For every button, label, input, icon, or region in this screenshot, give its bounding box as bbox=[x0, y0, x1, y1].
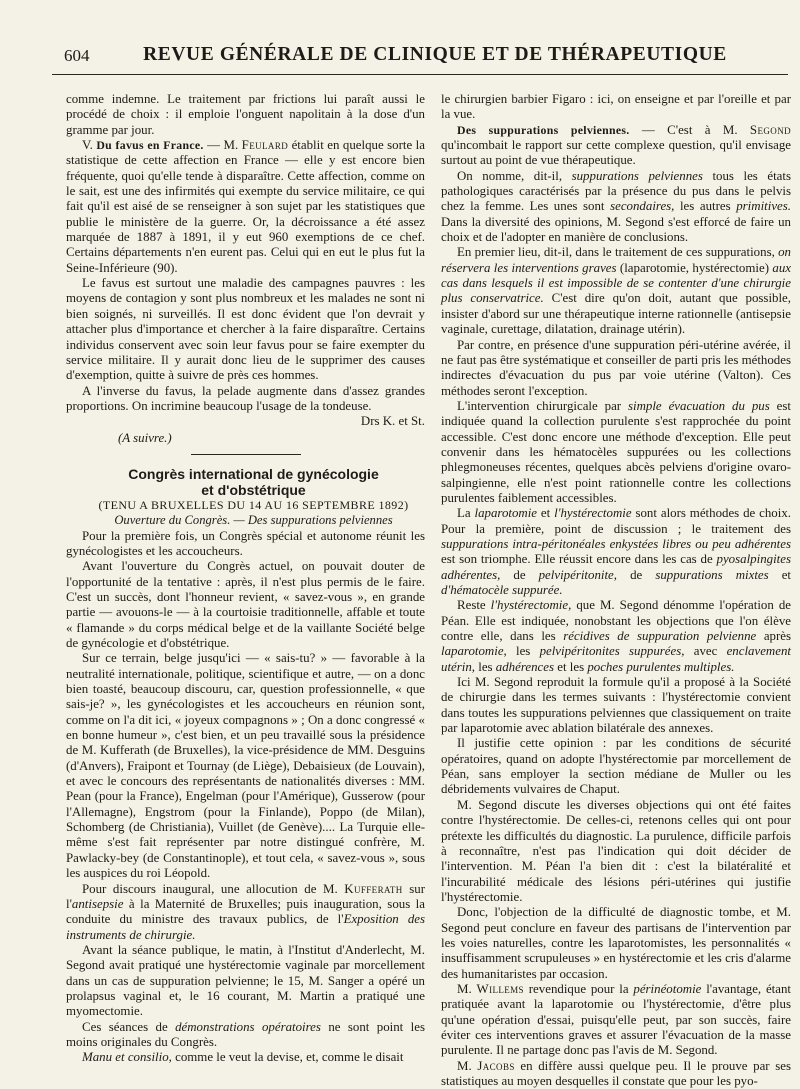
section-divider bbox=[191, 454, 301, 455]
paragraph: Avant la séance publique, le matin, à l'Institut d'Anderlecht, M. Segond avait pratiqué une hystérectomie vaginale par morcellement dans un cas de suppuration pelvienne; le 15, M. Sanger a opéré un prolapsus vaginal et, le 16 courant, M. Martin a pratiqué une myomectomie. bbox=[66, 942, 425, 1019]
paragraph: M. Willems revendique pour la périnéotomie l'avantage, étant pratiquée avant la laparotomie ou l'hystérectomie, d'être plus qu'une opération d'essai, puisqu'elle peut, par son succès, faire éviter ces interventions graves et assurer l'évacuation de la masse purulente. Il ne partage donc pas l'avis de M. Segond. bbox=[441, 981, 791, 1058]
paragraph: Ici M. Segond reproduit la formule qu'il a proposé à la Société de chirurgie dans les termes suivants : l'hystérectomie convient dans toutes les suppurations pelviennes que classiquement on traite par laparotomie avec ablation bilatérale des annexes. bbox=[441, 675, 791, 736]
runin-heading: Du favus en France. bbox=[96, 138, 204, 153]
section-held-info: (TENU A BRUXELLES DU 14 AU 16 SEPTEMBRE 1892) bbox=[98, 497, 409, 512]
paragraph: Il justifie cette opinion : par les conditions de sécurité opératoires, quand on adopte l'hystérectomie par morcellement de Péan, sans employer la section médiane de Muller ou les débridements vulvaires de Chaput. bbox=[441, 736, 791, 797]
author-name: Jacobs bbox=[477, 1058, 515, 1073]
header-rule bbox=[52, 74, 788, 75]
paragraph: On nomme, dit-il, suppurations pelviennes tous les états pathologiques caractérisés par la présence du pus dans le pelvis chez la femme. Les unes sont secondaires, les autres primitives. Dans la diversité des opinions, M. Segond s'est efforcé de faire un choix et de l'adopter en manière de conclusions. bbox=[441, 168, 791, 245]
to-follow-note: (A suivre.) bbox=[118, 430, 172, 445]
right-column bbox=[441, 92, 791, 1089]
paragraph: A l'inverse du favus, la pelade augmente dans d'assez grandes proportions. On incrimine beaucoup l'usage de la tondeuse. bbox=[66, 383, 425, 413]
paragraph: le chirurgien barbier Figaro : ici, on enseigne et par l'oreille et par la vue. bbox=[441, 92, 791, 122]
paragraph: Avant l'ouverture du Congrès actuel, on pouvait douter de l'opportunité de la tentative : après, il n'est plus permis de le faire. C'est un succès, dont l'honneur revient, « savez-vous », en grande partie — avouons-le — à la courtoisie traditionnelle, affable et toute « flamande » du corps médical belge et de la vaillante Société belge de gynécologie et d'obstétrique. bbox=[66, 559, 425, 650]
runin-heading: Des suppurations pelviennes. bbox=[457, 122, 630, 137]
paragraph: Ces séances de démonstrations opératoires ne sont point les moins originales du Congrès. bbox=[66, 1019, 425, 1049]
paragraph: M. Segond discute les diverses objections qui ont été faites contre l'hystérectomie. De celles-ci, retenons celles qui ont pour prétexte les difficultés du diagnostic. La purulence, difficile parfois à reconnaître, n'est pas l'indication qui doit décider de l'intervention. M. Péan l'a bien dit : c'est la bilatéralité et l'incurabilité médicale des lésions péri-utérines qui justifie l'hystérectomie. bbox=[441, 797, 791, 904]
paragraph: Donc, l'objection de la difficulté de diagnostic tombe, et M. Segond peut conclure en faveur des partisans de l'intervention par les voies naturelles, contre les laparotomistes, les personnalités « insuffisamment scrupuleuses » en hystérectomie et les cris d'alarme des humanitaristes par occasion. bbox=[441, 905, 791, 981]
paragraph: Pour la première fois, un Congrès spécial et autonome réunit les gynécologistes et les accoucheurs. bbox=[66, 528, 425, 558]
paragraph: Sur ce terrain, belge jusqu'ici — « sais-tu? » — favorable à la neutralité internationale, politique, scientifique et autre, — on a donc bien toasté, beaucoup discouru, car, question professionnelle, « que sais-je? », les gynécologistes et les accoucheurs en réunion sont, comme on l'a dit ici, « joyeux compagnons » ; On a donc congressé « en bonne humeur », c'est bien, et un peu travaillé sous la présidence de M. Kufferath (de Bruxelles), la vice-présidence de MM. Desguins (d'Anvers), Fraipont et Tournay (de Liège), Debaisieux (de Louvain), et avec le concours des représentants de nationalités diverses : MM. Pean (pour la France), Engelman (pour l'Amérique), Gusserow (pour l'Allemagne), Engstrom (pour la Finlande), Poppo (de Milan), Schomberg (de Christiania), Vuillet (de Genève).... La Turquie elle-même s'est fait représenter par notre distingué confrère, M. Pawlacky-bey (de Constantinople), et tout cela, « savez-vous », sous les auspices du roi Léopold. bbox=[66, 651, 425, 881]
author-name: Segond bbox=[749, 122, 791, 137]
paragraph: Manu et consilio, comme le veut la devise, et, comme le disait bbox=[82, 1050, 404, 1065]
author-name: Kufferath bbox=[344, 881, 403, 896]
paragraph: comme indemne. Le traitement par frictions lui paraît aussi le procédé de choix : il emploie l'onguent napolitain à la dose d'un gramme par jour. bbox=[66, 92, 425, 137]
paragraph: Par contre, en présence d'une suppuration péri-utérine avérée, il ne faut pas être systématique et conseiller de parti pris les méthodes indirectes d'évacuation du pus par voie utérine (Valton). Ces méthodes seront l'exception. bbox=[441, 337, 791, 398]
paragraph: La laparotomie et l'hystérectomie sont alors méthodes de choix. Pour la première, point de discussion ; le traitement des suppurations intra-péritonéales enkystées libres ou peu adhérentes est son triomphe. Elle réussit encore dans les cas de pyosalpingites adhérentes, de pelvipéritonite, de suppurations mixtes et d'hématocèle suppurée. bbox=[441, 506, 792, 597]
section-title-line1: Congrès international de gynécologie bbox=[128, 465, 379, 482]
paragraph: Reste l'hystérectomie, que M. Segond dénomme l'opération de Péan. Elle est indiquée, nonobstant les objections que l'on élève contre elle, dans les récidives de suppuration pelvienne après laparotomie, les pelvipéritonites suppurées, avec enclavement utérin, les adhérences et les poches purulentes multiples. bbox=[441, 598, 792, 674]
paragraph: Le favus est surtout une maladie des campagnes pauvres : les moyens de contagion y sont plus nombreux et les malades ne sont ni bien soignés, ni surveillés. Il est donc évident que l'on devrait y attacher plus d'importance et chercher à la faire disparaître. Certains individus conservent avec soin leur favus pour se faire exempter du service militaire. Il y aurait donc lieu de le supprimer des causes d'exemption, quitte à suivre de près ces hommes. bbox=[66, 276, 425, 383]
section-subtitle: Ouverture du Congrès. — Des suppurations pelviennes bbox=[114, 513, 393, 528]
paragraph: M. Jacobs en diffère aussi quelque peu. Il le prouve par ses statistiques au moyen desquelles il constate que pour les pyo- bbox=[441, 1058, 791, 1088]
section-title-line2: et d'obstétrique bbox=[201, 481, 306, 498]
page-number: 604 bbox=[64, 46, 90, 65]
paragraph-suppurations: Des suppurations pelviennes. — C'est à M. Segond qu'incombait le rapport sur cette complexe question, qu'il envisage surtout au point de vue thérapeutique. bbox=[441, 122, 791, 168]
running-title: REVUE GÉNÉRALE DE CLINIQUE ET DE THÉRAPEUTIQUE bbox=[143, 44, 727, 65]
author-name: Willems bbox=[476, 981, 524, 996]
paragraph-favus: V. Du favus en France. — M. Feulard établit en quelque sorte la statistique de cette affection en France — elle y est encore bien fréquente, quoi qu'elle tende à disparaître. Cette affection, comme on le sait, est une des infirmités qui exempte du service militaire, ce qui fait qu'il est aisé de se renseigner à son sujet par les statistiques que publie le ministère de la guerre. Or, la décroissance a été assez marquée de 1887 à 1891, il y eut 960 exemptions de ce chef. Certains départements n'en eurent pas. Celui qui en eut le plus fut la Seine-Inférieure (90). bbox=[66, 138, 425, 275]
running-header bbox=[44, 40, 786, 70]
paragraph: Pour discours inaugural, une allocution de M. Kufferath sur l'antisepsie à la Maternité de Bruxelles; puis inauguration, sous la conduite du ministre des travaux publics, de l'Exposition des instruments de chirurgie. bbox=[66, 881, 425, 942]
author-name: Feulard bbox=[241, 138, 289, 153]
paragraph: L'intervention chirurgicale par simple évacuation du pus est indiquée quand la collection purulente s'est rapprochée du point accessible. C'est donc encore une méthode d'exception. Elle peut convenir dans les hématocèles suppurées ou les collections phlegmoneuses récentes, quelques abcès pelviens d'origine ovaro-salpingienne, elle n'est point rationnelle contre les collections purulentes faiblement accessibles. bbox=[441, 398, 791, 505]
left-column bbox=[66, 92, 425, 1066]
signature: Drs K. et St. bbox=[360, 414, 425, 429]
paragraph: En premier lieu, dit-il, dans le traitement de ces suppurations, on réservera les interventions graves (laparotomie, hystérectomie) aux cas dans lesquels il est impossible de se contenter d'une chirurgie plus conservatrice. C'est dire qu'on doit, autant que possible, insister d'abord sur une thérapeutique interne rationnelle (antisepsie vaginale, curettage, dilatation, drainage utérin). bbox=[441, 245, 791, 337]
